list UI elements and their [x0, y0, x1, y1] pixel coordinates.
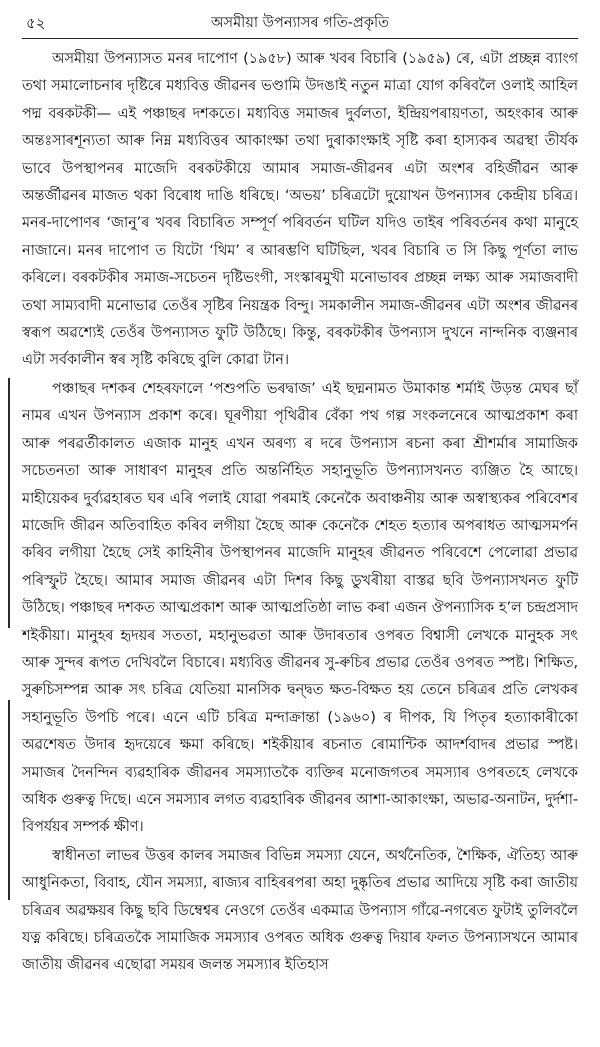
paragraph: স্বাধীনতা লাভৰ উত্তৰ কালৰ সমাজৰ বিভিন্ন সমস্যা যেনে, অৰ্থনৈতিক, শৈক্ষিক, ঐতিহ্য আৰু আধুনিকতা, বিবাহ, যৌন সমস্যা, ৰাজ্যৰ বাহিৰৰপৰা অহা দুষ্কৃতিৰ প্ৰভাৱ আদিয়ে সৃষ্টি কৰা জাতীয় চৰিত্ৰৰ অৱক্ষয়ৰ কিছু ছবি ডিম্বেশ্বৰ নেওগে তেওঁৰ একমাত্ৰ উপন্যাস গাঁৱে-নগৰেত ফুটাই তুলিবলৈ যত্ন কৰিছে। চৰিত্ৰতকৈ সামাজিক সমস্যাৰ ওপৰত অধিক গুৰুত্ব দিয়াৰ ফলত উপন্যাসখনে আমাৰ জাতীয় জীৱনৰ এছোৱা সময়ৰ জলন্ত সমস্যাৰ ইতিহাস [22, 846, 578, 974]
body-text [22, 45, 578, 979]
page-header [22, 8, 578, 39]
paragraph: পঞ্চাছৰ দশকৰ শেহৰফালে ‘পশুপতি ভৰদ্বাজ’ এই ছদ্মনামত উমাকান্ত শৰ্মাই উড়ন্ত মেঘৰ ছাঁ নামৰ এখন উপন্যাস প্ৰকাশ কৰে। ঘূৰণীয়া পৃথিৱীৰ বেঁকা পথ গল্প সংকলনেৰে আত্মপ্ৰকাশ কৰা আৰু পৰৱৰ্তীকালত এজাক মানুহ এখন অৰণ্য ৰ দৰে উপন্যাস ৰচনা কৰা শ্ৰীশৰ্মাৰ সামাজিক সচেতনতা আৰু সাধাৰণ মানুহৰ প্ৰতি অন্তৰ্নিহিত সহানুভূতি উপন্যাসখনত ব্যঞ্জিত হৈ আছে। মাহীয়েকৰ দুৰ্ব্যৱহাৰত ঘৰ এৰি পলাই যোৱা পৰমাই কেনেকৈ অবাঞ্চনীয় আৰু অস্বাস্থ্যকৰ পৰিবেশৰ মাজেদি জীৱন অতিবাহিত কৰিব লগীয়া হৈছে আৰু কেনেকৈ শেহত হত্যাৰ অপৰাধত আত্মসমৰ্পন কৰিব লগীয়া হৈছে সেই কাহিনীৰ উপস্থাপনৰ মাজেদি মানুহৰ জীৱনত পৰিবেশে পেলোৱা প্ৰভাৱ পৰিস্ফুট হৈছে। আমাৰ সমাজ জীৱনৰ এটা দিশৰ কিছু ডুখৰীয়া বাস্তৱ ছবি উপন্যাসখনত ফুটি উঠিছে। পঞ্চাছৰ দশকত আত্মপ্ৰকাশ আৰু আত্মপ্ৰতিষ্ঠা লাভ কৰা এজন ঔপন্যাসিক হ’ল চন্দ্ৰপ্ৰসাদ শইকীয়া। মানুহৰ হৃদয়ৰ সততা, মহানুভৱতা আৰু উদাৰতাৰ ওপৰত বিশ্বাসী লেখকে মানুহক সৎ আৰু সুন্দৰ ৰূপত দেখিবলৈ বিচাৰে। মধ্যবিত্ত জীৱনৰ সু-ৰুচিৰ প্ৰভাৱ তেওঁৰ ওপৰত স্পষ্ট। শিক্ষিত, সুৰুচিসম্পন্ন আৰু সৎ চৰিত্ৰ যেতিয়া মানসিক দ্বন্দ্বত ক্ষত-বিক্ষত হয় তেনে চৰিত্ৰৰ প্ৰতি লেখকৰ সহানুভূতি উপচি পৰে। এনে এটি চৰিত্ৰ মন্দাক্ৰান্তা (১৯৬০) ৰ দীপক, যি পিতৃৰ হত্যাকাৰীকো অৱশেষত উদাৰ হৃদয়েৰে ক্ষমা কৰিছে। শইকীয়াৰ ৰচনাত ৰোমান্টিক আদৰ্শবাদৰ প্ৰভাৱ স্পষ্ট। সমাজৰ দৈনন্দিন ব্যৱহাৰিক জীৱনৰ সমস্যাতকৈ ব্যক্তিৰ মনোজগতৰ সমস্যাৰ ওপৰতহে লেখকে অধিক গুৰুত্ব দিছে। এনে সমস্যাৰ লগত ব্যৱহাৰিক জীৱনৰ আশা-আকাংক্ষা, অভাৱ-অনাটন, দুৰ্দশা-বিপৰ্যয়ৰ সম্পৰ্ক ক্ষীণ। [22, 379, 578, 836]
running-title: অসমীয়া উপন্যাসৰ গতি-প্ৰকৃতি [210, 15, 389, 31]
margin-marker-line [8, 700, 10, 900]
margin-marker-line [8, 378, 10, 628]
paragraph: অসমীয়া উপন্যাসত মনৰ দাপোণ (১৯৫৮) আৰু খবৰ বিচাৰি (১৯৫৯) ৰে, এটা প্ৰচ্ছন্ন ব্যাংগ তথা সমালোচনাৰ দৃষ্টিৰে মধ্যবিত্ত জীৱনৰ ভণ্ডামি উদঙাই নতুন মাত্ৰা যোগ কৰিবলৈ ওলাই আহিল পদ্ম বৰকটকী— এই পঞ্চাছৰ দশকতে। মধ্যবিত্ত সমাজৰ দুৰ্বলতা, ইন্দ্ৰিয়পৰায়ণতা, অহংকাৰ আৰু অন্তঃসাৰশূন্যতা আৰু নিম্ন মধ্যবিত্তৰ আকাংক্ষা তথা দুৰাকাংক্ষাই সৃষ্টি কৰা হাস্যকৰ অৱস্থা তীৰ্যক ভাবে উপস্থাপনৰ মাজেদি বৰকটকীয়ে আমাৰ সমাজ-জীৱনৰ এটা অংশৰ বহিৰ্জীৱন আৰু অন্তৰ্জীৱনৰ মাজত থকা বিৰোধ দাঙি ধৰিছে। ‘অভয়’ চৰিত্ৰটো দুয়োখন উপন্যাসৰ কেন্দ্ৰীয় চৰিত্ৰ। মনৰ-দাপোণৰ ‘জানু’ৰ খবৰ বিচাৰিত সম্পূৰ্ণ পৰিবৰ্তন ঘটিল যদিও তাইৰ পৰিবৰ্তনৰ কথা মানুহে নাজানে। মনৰ দাপোণ ত যিটো ‘থিম’ ৰ আৰম্ভণি ঘটিছিল, খবৰ বিচাৰি ত সি কিছু পূৰ্ণতা লাভ কৰিলে। বৰকটকীৰ সমাজ-সচেতন দৃষ্টিভংগী, সংস্কাৰমুখী মনোভাবৰ প্ৰচ্ছন্ন লক্ষ্য আৰু সমাজবাদী তথা সাম্যবাদী মনোভাৱ তেওঁৰ সৃষ্টিৰ নিয়ন্ত্ৰক বিন্দু। সমকালীন সমাজ-জীৱনৰ এটা অংশৰ জীৱনৰ স্বৰূপ অৱশ্যেই তেওঁৰ উপন্যাসত ফুটি উঠিছে। কিন্তু, বৰকটকীৰ উপন্যাস দুখনে নান্দনিক ব্যঞ্জনাৰ এটা সৰ্বকালীন স্বৰ সৃষ্টি কৰিছে বুলি কোৱা টান। [22, 50, 578, 369]
page-number: ৫২ [26, 14, 46, 32]
